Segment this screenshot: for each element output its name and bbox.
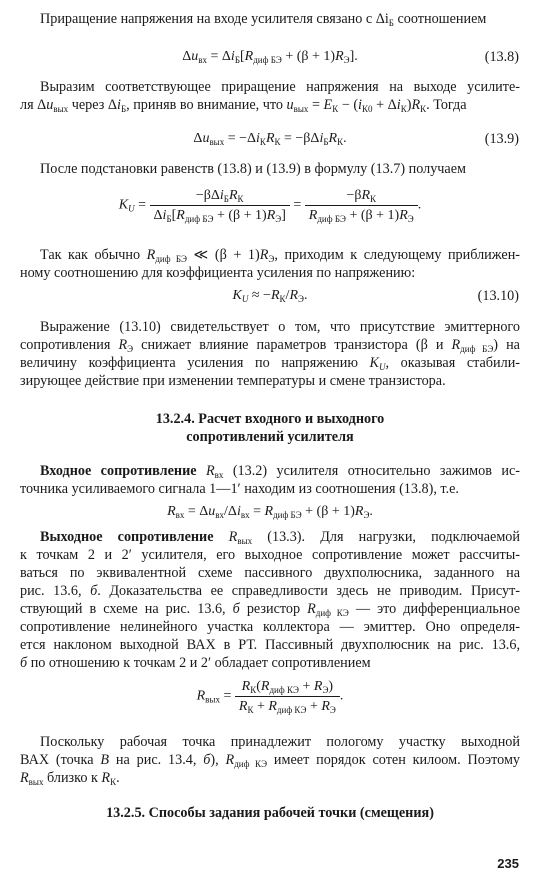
paragraph-line: ля $\Delta u_{вых}$ через $\Delta i_Б$, приняв во внимание, что $u_{вых} = E_К - (i_{К0} + \Delta i_К)R_К$. Тогда bbox=[20, 97, 467, 114]
paragraph-line: рис. 13.6, б. Доказательства ее справедливости здесь не приводим. Присут- bbox=[20, 583, 521, 599]
paragraph-line: сопротивление нелинейного участка коллектора — эмиттер. Оно определя- bbox=[20, 619, 520, 635]
equation-number: (13.9) bbox=[484, 131, 519, 147]
paragraph-line: б по отношению к точкам 2 и 2′ обладает сопротивлением bbox=[20, 655, 371, 671]
input-resistance-equation: $R_{вх} = \Delta u_{вх}/\Delta i_{вх} = R_{диф БЭ} + (\beta + 1)R_Э$. bbox=[167, 504, 373, 520]
paragraph-line: Поскольку рабочая точка принадлежит пологому участку выходной bbox=[40, 734, 520, 750]
paragraph-line: Так как обычно $R_{диф БЭ}$ ≪ $(\beta + 1)R_Э$, приходим к следующему приближен- bbox=[40, 247, 521, 264]
paragraph-line: сопротивления $R_Э$ снижает влияние параметров транзистора (β и $R_{диф БЭ}$) на bbox=[20, 337, 520, 354]
section-heading: 13.2.5. Способы задания рабочей точки (смещения) bbox=[106, 805, 434, 821]
section-heading: сопротивлений усилителя bbox=[186, 429, 354, 445]
paragraph-line: Приращение напряжения на входе усилителя связано с $\Delta i_Б$ соотношением bbox=[40, 11, 487, 28]
paragraph-line: Входное сопротивление $R_{вх}$ (13.2) усилителя относительно зажимов ис- bbox=[40, 463, 520, 480]
paragraph-line: Выходное сопротивление $R_{вых}$ (13.3). Для нагрузки, подключаемой bbox=[40, 529, 520, 546]
paragraph-line: величину коэффициента усиления по напряжению $K_U$, оказывая стабили- bbox=[20, 355, 521, 372]
paragraph-line: зирующее действие при изменении температуры и смене транзистора. bbox=[20, 373, 446, 389]
fraction: $\frac{R_К(R_{диф КЭ} + R_Э)}{R_К + R_{диф КЭ} + R_Э}$ bbox=[235, 678, 340, 715]
equation-number: (13.8) bbox=[484, 49, 519, 65]
paragraph-line: ствующий в схеме на рис. 13.6, б резистор $R_{диф КЭ}$ — это дифференциальное bbox=[20, 601, 521, 618]
paragraph-line: к точкам 2 и 2′ усилителя, его выходное сопротивление может рассчиты- bbox=[20, 547, 520, 563]
equation-13-10: $K_U \approx -R_К/R_Э$. bbox=[232, 288, 308, 304]
paragraph-line: ВАХ (точка В на рис. 13.4, б), $R_{диф КЭ}$ имеет порядок сотен килоом. Поэтому bbox=[20, 752, 521, 769]
page-number: 235 bbox=[497, 856, 519, 871]
paragraph-line: ному соотношению для коэффициента усиления по напряжению: bbox=[20, 265, 416, 281]
ku-formula: $K_U$ = $\frac{-\beta\Delta i_БR_К}{\Delta i_Б[R_{диф БЭ} + (\beta + 1)R_Э]}$ = $\frac{-\beta R_К}{R_{диф БЭ} + (\beta + 1)R_Э}$ . bbox=[118, 188, 422, 224]
equation-number: (13.10) bbox=[477, 288, 519, 304]
paragraph-line: После подстановки равенств (13.8) и (13.9) в формулу (13.7) получаем bbox=[40, 161, 467, 177]
equation-13-8: $\Delta u_{вх} = \Delta i_Б[R_{диф БЭ} + (\beta + 1)R_Э]$. bbox=[182, 49, 358, 65]
paragraph-line: ваться по эквивалентной схеме пассивного двухполюсника, заданного на bbox=[20, 565, 520, 581]
paragraph-line: точника усиливаемого сигнала 1—1′ находим из соотношения (13.8), т.е. bbox=[20, 481, 459, 497]
output-resistance-formula: $R_{вых}$ = $\frac{R_К(R_{диф КЭ} + R_Э)}{R_К + R_{диф КЭ} + R_Э}$ . bbox=[196, 679, 344, 715]
paragraph-line: ется наклоном выходной ВАХ в РТ. Пассивный двухполюсник на рис. 13.6, bbox=[20, 637, 520, 653]
paragraph-line: $R_{вых}$ близко к $R_К$. bbox=[20, 770, 120, 787]
fraction: $\frac{-\beta\Delta i_БR_К}{\Delta i_Б[R_{диф БЭ} + (\beta + 1)R_Э]}$ bbox=[150, 187, 290, 224]
equation-13-9: $\Delta u_{вых} = -\Delta i_КR_К = -\beta\Delta i_БR_К$. bbox=[193, 131, 347, 147]
paragraph-line: Выражение (13.10) свидетельствует о том, что присутствие эмиттерного bbox=[40, 319, 520, 335]
paragraph-line: Выразим соответствующее приращение напряжения на выходе усилите- bbox=[40, 79, 520, 95]
fraction: $\frac{-\beta R_К}{R_{диф БЭ} + (\beta + 1)R_Э}$ bbox=[305, 187, 418, 224]
section-heading: 13.2.4. Расчет входного и выходного bbox=[155, 411, 385, 427]
